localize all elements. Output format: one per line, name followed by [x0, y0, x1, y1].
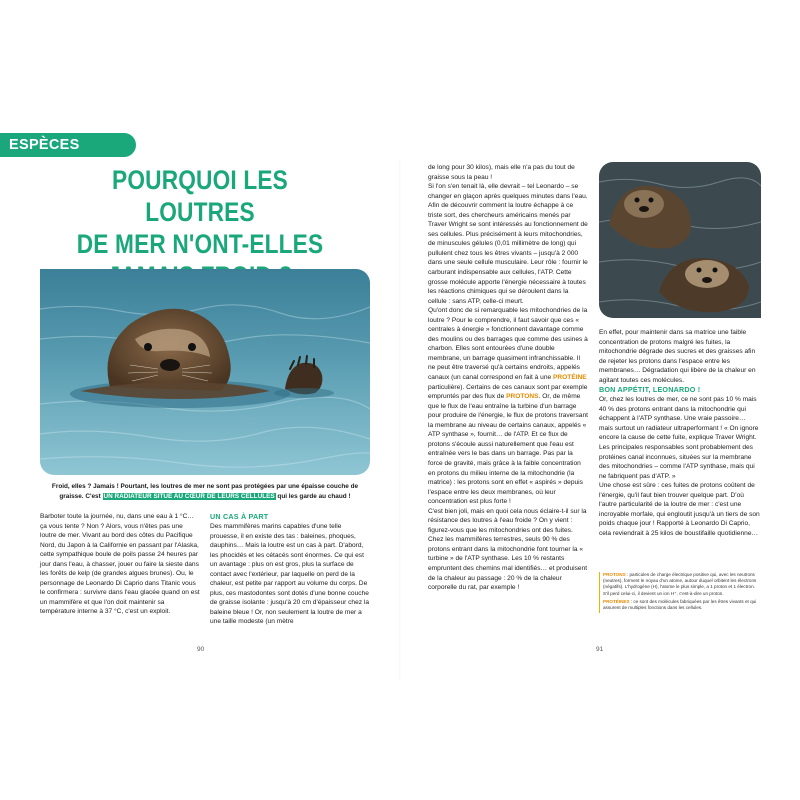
- paragraph: En effet, pour maintenir dans sa matrice une faible concentration de protons malgré les fuites, la mitochondrie dégrade des sucres et des graisses afin de rejeter les protons dans l'espace entre les membranes… Dégradation qui libère de la chaleur en agitant toutes ces molécules.: [599, 329, 756, 384]
- paragraph-text: particulière). Certains de ces canaux sont par exemple empruntés par des flux de: [428, 383, 588, 401]
- paragraph: Si l'on s'en tenait là, elle devrait – tel Leonardo – se changer en glaçon après quelques minutes dans l'eau. Afin de découvrir comment la loutre échappe à ce triste sort, des chercheurs américains menés par Traver Wright se sont intéressés au fonctionnement de ses cellules. Plus précisément à leurs mitochondries, de minuscules gélules (0,01 millimètre de long) qui pullulent chez tous les êtres vivants – jusqu'à 2 000 dans une seule cellule musculaire. Leur rôle : fournir le carburant indispensable aux cellules, l'ATP. Cette grosse molécule apporte l'énergie nécessaire à toutes les réactions chimiques qui se déroulent dans la cellule : sans ATP, celle-ci meurt.: [428, 183, 588, 305]
- glossary-term: PROTÉINES: [603, 598, 630, 604]
- glossary-definition: : particules de charge électrique positive qui, avec les neutrons (neutres), forment le noyau d'un atome, autour duquel orbitent les électrons (négatifs). L'hydrogène (H), l'atome le plus simple, a 1 proton et 1 électron. S'il perd celui-ci, il devient un ion H⁺, c'est-à-dire un proton.: [603, 572, 757, 596]
- paragraph: Des mammifères marins capables d'une telle prouesse, il en existe des tas : baleines, phoques, dauphins… Mais la loutre est un cas à part. D'abord, les phocidés et les cétacés sont énormes. Ce qui est un avantage : plus on est gros, plus la surface de contact avec l'extérieur, par laquelle on perd de la chaleur, est petite par rapport au volume du corps. De plus, ces mastodontes sont dotés d'une bonne couche de graisse isolante : jusqu'à 20 cm d'épaisseur chez la baleine bleue ! Or, non seulement la loutre de mer a une taille modeste (un mètre: [210, 523, 370, 626]
- paragraph: Barboter toute la journée, nu, dans une eau à 1 °C… ça vous tente ? Non ? Alors, vous n'êtes pas une loutre de mer. Vivant au bord des côtes du Pacifique Nord, du Japon à la Californie en passant par l'Alaska, cette sympathique boule de poils passe 24 heures par jour dans l'eau, à chasser, jouer ou faire la sieste dans les forêts de kelp (de grandes algues brunes). Ou, le personnage de Leonardo Di Caprio dans Titanic vous le confirmera : survivre dans l'eau glacée quand on est un mammifère et que l'on doit maintenir sa température interne à 37 °C, c'est un exploit.: [40, 513, 200, 616]
- gutter: [399, 160, 401, 680]
- otters-photo: [599, 162, 761, 318]
- glossary-entry: [603, 572, 761, 597]
- subheading: UN CAS À PART: [210, 512, 269, 521]
- paragraph: Une chose est sûre : ces fuites de protons coûtent de l'énergie, qu'il faut bien trouver quelque part. D'où l'autre particularité de la loutre de mer : c'est une incroyable morfale, qui engloutit jusqu'à un tiers de son poids chaque jour ! Rapporté à Leonardo Di Caprio, cela reviendrait à 25 kilos de boustifaille quotidienne…: [599, 482, 760, 537]
- glossary: [599, 572, 761, 613]
- paragraph: Or, chez les loutres de mer, ce ne sont pas 10 % mais 40 % des protons entrant dans la mitochondrie qui échappent à l'ATP synthase. Une vraie passoire… mais surtout un radiateur ultraperformant ! « On ignore encore la cause de cette fuite, explique Traver Wright. Les principales responsables sont probablement des protéines canal inconnues, situées sur la membrane des mitochondries – comme l'ATP synthase, mais qui ne fabriquent pas d'ATP. »: [599, 396, 759, 480]
- text-column-4: [599, 328, 761, 538]
- section-banner: ESPÈCES MARINES: [0, 133, 136, 157]
- keyword-protons: PROTONS: [506, 393, 539, 401]
- caption-highlight: UN RADIATEUR SITUÉ AU CŒUR DE LEURS CELLULES: [103, 493, 275, 500]
- title-line: POURQUOI LES LOUTRES: [112, 165, 288, 227]
- paragraph-text: . Or, de même que le flux de l'eau entraîne la turbine d'un barrage pour produire de l'énergie, le flux de protons traversant la membrane au niveau de certains canaux, appelés « ATP synthase », fournit… de l'ATP. Et ce flux de protons s'écoule aussi naturellement que l'eau est entraînée vers le bas dans un barrage. Pas par la force de gravité, mais grâce à la faible concentration en protons du milieu interne de la mitochondrie (la matrice) : les protons sont en effet « aspirés » depuis l'espace entre les deux membranes, où leur concentration est plus forte !: [428, 393, 588, 506]
- glossary-entry: [603, 599, 761, 611]
- text-column-3: [428, 163, 588, 593]
- glossary-term: PROTONS: [603, 572, 626, 577]
- keyword-proteine: PROTÉINE: [553, 374, 587, 382]
- text-column-2: [210, 512, 370, 627]
- paragraph-text: Qu'ont donc de si remarquable les mitochondries de la loutre ? Pour le comprendre, il faut savoir que ces « centrales à énergie » fonctionnent davantage comme des moulins ou des barrages que comme des usines à charbon. Elles sont entourées d'une double membrane, un barrage quasiment infranchissable. Il ne peut être traversé qu'à certains endroits, appelés canaux (un canal correspond en fait à une: [428, 307, 588, 382]
- paragraph: C'est bien joli, mais en quoi cela nous éclaire-t-il sur la résistance des loutres à l'eau froide ? On y vient : figurez-vous que les mitochondries ont des fuites. Chez les mammifères terrestres, seuls 90 % des protons entrant dans la mitochondrie font tourner la « turbine » de l'ATP synthase. Les 10 % restants empruntent des chemins mal identifiés… et produisent de la chaleur au passage : 20 % de la chaleur corporelle du rat, par exemple !: [428, 507, 588, 592]
- paragraph: [428, 306, 588, 506]
- paragraph: de long pour 30 kilos), mais elle n'a pas du tout de graisse sous la peau !: [428, 164, 575, 181]
- caption-text-end: qui les garde au chaud !: [275, 493, 351, 500]
- caption-text: Froid, elles ? Jamais ! Pourtant, les loutres de mer ne sont pas protégées par une épaisse couche de graisse. C'est: [51, 483, 359, 500]
- title-line: DE MER N'ONT-ELLES: [76, 229, 324, 259]
- otter-photo: [40, 269, 370, 475]
- page-number-left: 90: [197, 646, 205, 653]
- subheading: BON APPÉTIT, LEONARDO !: [599, 385, 701, 395]
- photo-caption: [40, 482, 370, 502]
- page-number-right: 91: [596, 646, 604, 653]
- text-column-1: [40, 512, 200, 617]
- glossary-definition: : ce sont des molécules fabriquées par les êtres vivants et qui assurent de multiples fonctions dans les cellules.: [603, 598, 757, 611]
